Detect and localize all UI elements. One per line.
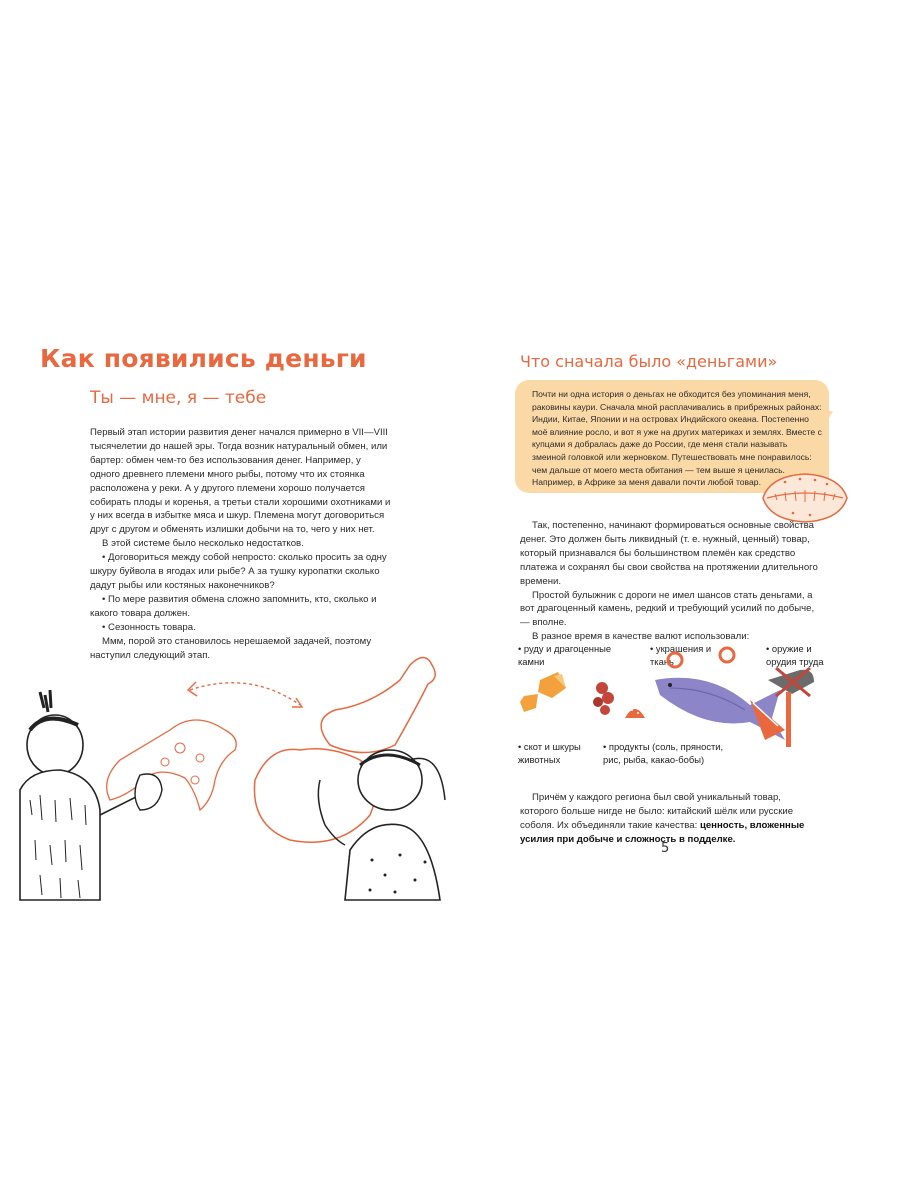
conclusion-text <box>520 791 820 847</box>
right-page <box>450 0 900 1200</box>
barter-illustration <box>0 650 450 900</box>
currency-item-livestock: • скот и шкуры животных <box>518 741 581 765</box>
paragraph: Так, постепенно, начинают формироваться основные свойства денег. Это должен быть ликвидный (т. е. нужный, ценный) товар, который признавался бы большинством племён как средство платежа и сохранял бы свои свойства на протяжении длительного времени. <box>520 520 818 587</box>
page-number: 5 <box>661 841 670 856</box>
currency-item-weapons: • оружие и орудия труда <box>766 643 824 667</box>
right-text-block <box>520 519 820 644</box>
currency-item-ore: • руду и драгоценные камни <box>518 643 612 667</box>
section-subtitle: Ты — мне, я — тебе <box>90 388 267 408</box>
paragraph: Ммм, порой это становилось нерешаемой задачей, поэтому наступил следующий этап. <box>90 635 372 661</box>
conclusion-plain: Причём у каждого региона был свой уникальный товар, которого больше нигде не было: китайский шёлк или русские соболя. Их объединяли такие качества: <box>520 792 794 831</box>
paragraph: Первый этап истории развития денег начался примерно в VII—VIII тысячелетии до нашей эры. Тогда возник натуральный обмен, или бартер: обмен чем-то без использования денег. Например, у одного древнего племени много рыбы, потому что их стоянка расположена у реки. А у другого племени хорошо получается собирать плоды и коренья, а третьи стали хорошими охотниками и у них всегда в избытке мяса и шкур. Племена могут договориться друг с другом и обменять излишки добычи на то, чего у них нет. <box>90 427 391 536</box>
bullet: • Сезонность товара. <box>102 621 196 633</box>
paragraph: В разное время в качестве валют использовали: <box>532 631 750 643</box>
section-subtitle: Что сначала было «деньгами» <box>520 352 778 371</box>
cowrie-quote: Почти ни одна история о деньгах не обходится без упоминания меня, раковины каури. Сначала мной расплачивались в прибрежных районах: Индии, Китае, Японии и на островах Индийского океана. Постепенно моё влияние росло, и вот я уже на других материках и землях. Вместе с купцами я добралась даже до России, где меня стали называть змеиной головкой или жерновком. Путешествовать мне понравилось: чем дальше от моего места обитания — тем выше я ценилась. Например, в Африке за меня давали почти любой товар. <box>532 389 822 488</box>
paragraph: В этой системе было несколько недостатков. <box>102 538 304 550</box>
currency-illustrations <box>510 640 830 750</box>
currency-item-food: • продукты (соль, пряности, рис, рыба, какао-бобы) <box>603 741 724 765</box>
currency-item-jewelry: • украшения и ткань <box>650 643 712 667</box>
conclusion-bold: ценность, вложенные усилия при добыче и сложность в подделке. <box>520 819 805 845</box>
left-text-block <box>90 426 392 662</box>
paragraph: Простой булыжник с дороги не имел шансов стать деньгами, а вот драгоценный камень, редкий и требующий усилий по добыче, — вполне. <box>520 589 815 629</box>
bullet: • По мере развития обмена сложно запомнить, кто, сколько и какого товара должен. <box>90 593 377 619</box>
page-title: Как появились деньги <box>40 344 367 373</box>
bullet: • Договориться между собой непросто: сколько просить за одну шкуру буйвола в ягодах или рыбе? А за тушку куропатки сколько дадут рыбы или костяных наконечников? <box>90 552 387 591</box>
